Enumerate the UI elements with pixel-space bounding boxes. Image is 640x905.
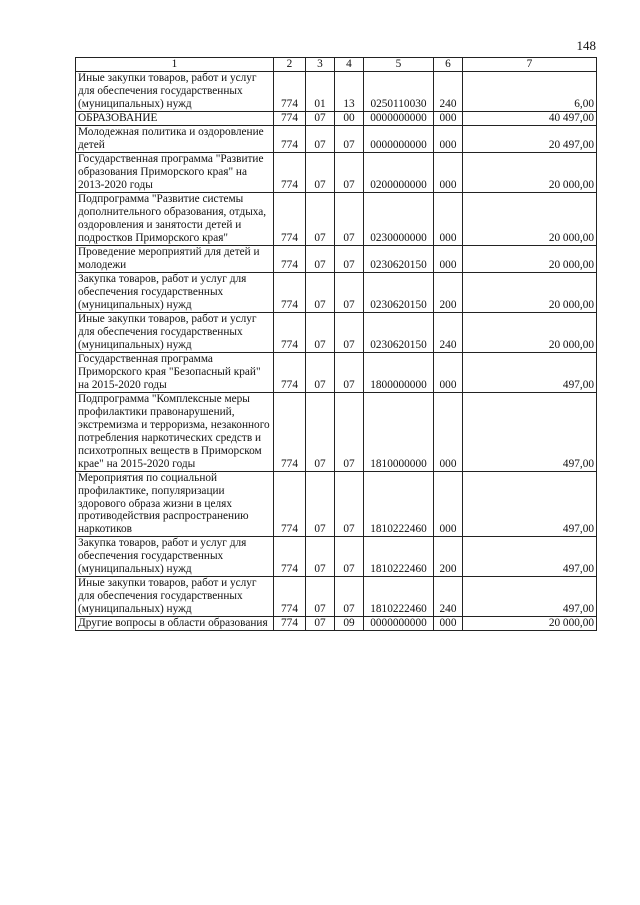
subsection-code-cell: 07 [335,245,364,272]
amount-cell: 20 000,00 [463,192,597,245]
section-code-cell: 07 [306,152,335,192]
item-name-cell: Закупка товаров, работ и услуг для обеспечения государственных (муниципальных) нужд [76,537,274,577]
header-cell: 3 [306,58,335,72]
target-article-cell: 0230620150 [364,312,434,352]
ministry-code-cell: 774 [274,471,306,537]
ministry-code-cell: 774 [274,537,306,577]
item-name-cell: Иные закупки товаров, работ и услуг для обеспечения государственных (муниципальных) нужд [76,312,274,352]
section-code-cell: 07 [306,272,335,312]
target-article-cell: 1810222460 [364,577,434,617]
expense-type-cell: 240 [434,577,463,617]
subsection-code-cell: 07 [335,125,364,152]
section-code-cell: 07 [306,617,335,631]
table-row [76,111,597,125]
target-article-cell: 1810222460 [364,537,434,577]
subsection-code-cell: 13 [335,72,364,112]
ministry-code-cell: 774 [274,312,306,352]
amount-cell: 497,00 [463,537,597,577]
ministry-code-cell: 774 [274,152,306,192]
section-code-cell: 07 [306,192,335,245]
amount-cell: 20 000,00 [463,272,597,312]
section-code-cell: 07 [306,125,335,152]
expense-type-cell: 200 [434,537,463,577]
table-row [76,352,597,392]
page-number: 148 [576,38,596,53]
target-article-cell: 1810222460 [364,471,434,537]
subsection-code-cell: 07 [335,312,364,352]
ministry-code-cell: 774 [274,272,306,312]
section-code-cell: 07 [306,392,335,471]
target-article-cell: 0000000000 [364,617,434,631]
section-code-cell: 07 [306,352,335,392]
target-article-cell: 0200000000 [364,152,434,192]
expense-type-cell: 000 [434,245,463,272]
target-article-cell: 0230000000 [364,192,434,245]
table-header-row [76,58,597,72]
item-name-cell: Подпрограмма "Развитие системы дополнительного образования, отдыха, оздоровления и занятости детей и подростков Приморского края" [76,192,274,245]
target-article-cell: 0230620150 [364,272,434,312]
target-article-cell: 0230620150 [364,245,434,272]
amount-cell: 20 000,00 [463,617,597,631]
ministry-code-cell: 774 [274,577,306,617]
header-cell: 7 [463,58,597,72]
table-row [76,392,597,471]
table-row [76,617,597,631]
item-name-cell: Закупка товаров, работ и услуг для обеспечения государственных (муниципальных) нужд [76,272,274,312]
subsection-code-cell: 07 [335,272,364,312]
table-row [76,192,597,245]
amount-cell: 497,00 [463,352,597,392]
expense-type-cell: 200 [434,272,463,312]
item-name-cell: Другие вопросы в области образования [76,617,274,631]
item-name-cell: Подпрограмма "Комплексные меры профилактики правонарушений, экстремизма и терроризма, незаконного потребления наркотических средств и психотропных веществ в Приморском крае" на 2015-2020 годы [76,392,274,471]
amount-cell: 20 000,00 [463,245,597,272]
amount-cell: 20 497,00 [463,125,597,152]
amount-cell: 497,00 [463,471,597,537]
item-name-cell: Молодежная политика и оздоровление детей [76,125,274,152]
ministry-code-cell: 774 [274,111,306,125]
table-row [76,537,597,577]
table-row [76,312,597,352]
amount-cell: 497,00 [463,392,597,471]
expense-type-cell: 000 [434,392,463,471]
expense-type-cell: 000 [434,125,463,152]
target-article-cell: 0000000000 [364,125,434,152]
table-row [76,152,597,192]
ministry-code-cell: 774 [274,125,306,152]
table-row [76,471,597,537]
expense-type-cell: 240 [434,312,463,352]
expense-type-cell: 000 [434,617,463,631]
item-name-cell: Проведение мероприятий для детей и молодежи [76,245,274,272]
item-name-cell: Иные закупки товаров, работ и услуг для обеспечения государственных (муниципальных) нужд [76,577,274,617]
amount-cell: 497,00 [463,577,597,617]
item-name-cell: Государственная программа Приморского края "Безопасный край" на 2015-2020 годы [76,352,274,392]
subsection-code-cell: 07 [335,577,364,617]
expense-type-cell: 000 [434,192,463,245]
amount-cell: 20 000,00 [463,152,597,192]
item-name-cell: Иные закупки товаров, работ и услуг для обеспечения государственных (муниципальных) нужд [76,72,274,112]
subsection-code-cell: 07 [335,471,364,537]
expense-type-cell: 000 [434,111,463,125]
header-cell: 2 [274,58,306,72]
expense-type-cell: 000 [434,352,463,392]
target-article-cell: 0250110030 [364,72,434,112]
target-article-cell: 1800000000 [364,352,434,392]
section-code-cell: 07 [306,577,335,617]
subsection-code-cell: 07 [335,392,364,471]
amount-cell: 40 497,00 [463,111,597,125]
table-body [76,72,597,631]
amount-cell: 6,00 [463,72,597,112]
item-name-cell: Государственная программа "Развитие образования Приморского края" на 2013-2020 годы [76,152,274,192]
section-code-cell: 01 [306,72,335,112]
subsection-code-cell: 07 [335,152,364,192]
item-name-cell: ОБРАЗОВАНИЕ [76,111,274,125]
ministry-code-cell: 774 [274,617,306,631]
ministry-code-cell: 774 [274,72,306,112]
section-code-cell: 07 [306,245,335,272]
ministry-code-cell: 774 [274,352,306,392]
item-name-cell: Мероприятия по социальной профилактике, популяризации здорового образа жизни в целях противодействия распространению наркотиков [76,471,274,537]
table-row [76,245,597,272]
table-row [76,272,597,312]
header-cell: 1 [76,58,274,72]
table-row [76,577,597,617]
subsection-code-cell: 07 [335,192,364,245]
budget-table [75,57,597,631]
section-code-cell: 07 [306,537,335,577]
amount-cell: 20 000,00 [463,312,597,352]
table-row [76,125,597,152]
ministry-code-cell: 774 [274,245,306,272]
target-article-cell: 0000000000 [364,111,434,125]
subsection-code-cell: 07 [335,537,364,577]
table-row [76,72,597,112]
header-cell: 4 [335,58,364,72]
header-cell: 5 [364,58,434,72]
expense-type-cell: 240 [434,72,463,112]
subsection-code-cell: 09 [335,617,364,631]
subsection-code-cell: 00 [335,111,364,125]
section-code-cell: 07 [306,471,335,537]
header-cell: 6 [434,58,463,72]
expense-type-cell: 000 [434,152,463,192]
ministry-code-cell: 774 [274,392,306,471]
subsection-code-cell: 07 [335,352,364,392]
target-article-cell: 1810000000 [364,392,434,471]
ministry-code-cell: 774 [274,192,306,245]
section-code-cell: 07 [306,111,335,125]
expense-type-cell: 000 [434,471,463,537]
section-code-cell: 07 [306,312,335,352]
